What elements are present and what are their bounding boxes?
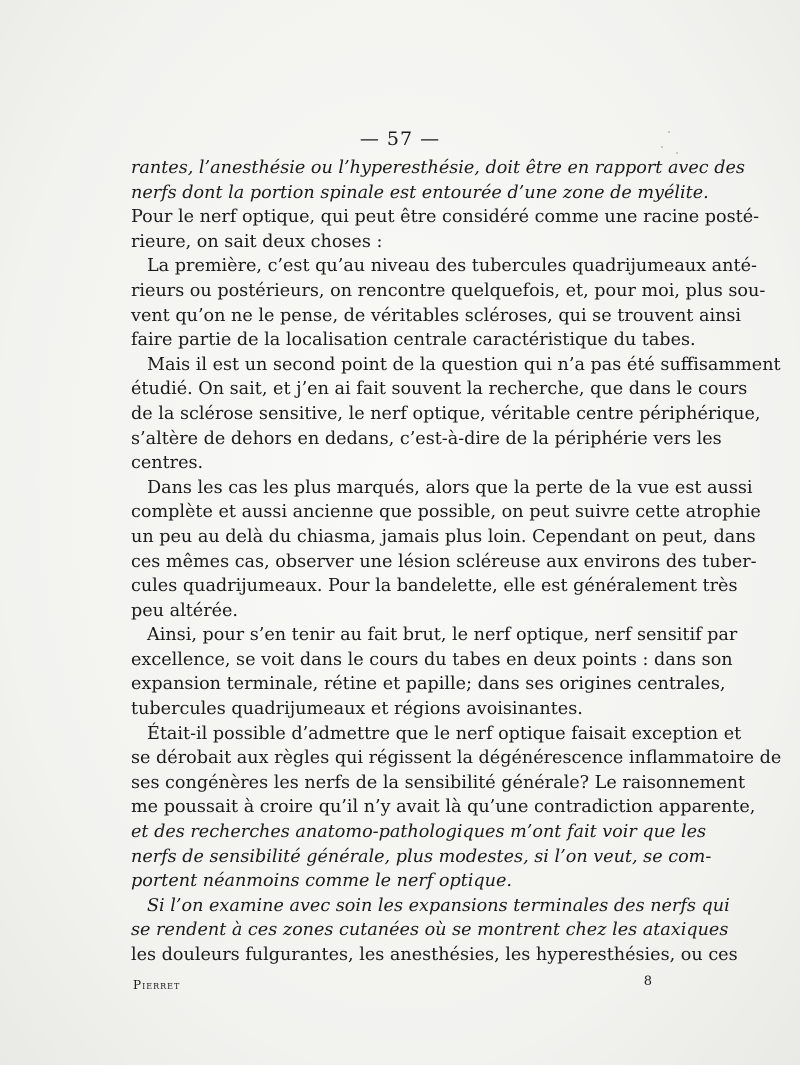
text-line: expansion terminale, rétine et papille; dans ses origines centrales, [131, 674, 726, 695]
page-number: — 57 — [359, 128, 441, 150]
text-line: Dans les cas les plus marqués, alors que la perte de la vue est aussi [147, 477, 753, 498]
text-line: Était-il possible d’admettre que le nerf optique faisait exception et [147, 723, 742, 744]
paper-speck [676, 152, 678, 154]
text-line: se rendent à ces zones cutanées où se montrent chez les ataxiques [131, 920, 729, 941]
text-line: et des recherches anatomo-pathologiques m’ont fait voir que les [131, 822, 707, 843]
text-line: de la sclérose sensitive, le nerf optique, véritable centre périphérique, [131, 403, 761, 424]
text-line: étudié. On sait, et j’en ai fait souvent la recherche, que dans le cours [131, 379, 748, 400]
text-line: nerfs dont la portion spinale est entourée d’une zone de myélite. [131, 182, 709, 203]
text-line: nerfs de sensibilité générale, plus modestes, si l’on veut, se com- [131, 846, 712, 867]
text-line: les douleurs fulgurantes, les anesthésies, les hyperesthésies, ou ces [131, 945, 738, 965]
text-line: rieurs ou postérieurs, on rencontre quelquefois, et, pour moi, plus sou- [131, 280, 766, 301]
text-line: portent néanmoins comme le nerf optique. [131, 871, 513, 892]
text-line: s’altère de dehors en dedans, c’est-à-dire de la périphérie vers les [131, 428, 722, 449]
text-line: un peu au delà du chiasma, jamais plus loin. Cependant on peut, dans [131, 526, 756, 547]
text-line: excellence, se voit dans le cours du tabes en deux points : dans son [131, 649, 733, 670]
text-line: centres. [131, 453, 204, 474]
signature-mark: Pierret [133, 978, 181, 992]
text-line: Pour le nerf optique, qui peut être considéré comme une racine posté- [131, 207, 760, 228]
text-line: ces mêmes cas, observer une lésion scléreuse aux environs des tuber- [131, 551, 757, 572]
text-line: complète et aussi ancienne que possible, on peut suivre cette atrophie [131, 502, 761, 523]
text-line: rantes, l’anesthésie ou l’hyperesthésie, doit être en rapport avec des [131, 158, 745, 178]
text-line: faire partie de la localisation centrale caractéristique du tabes. [131, 330, 696, 351]
text-line: vent qu’on ne le pense, de véritables scléroses, qui se trouvent ainsi [131, 305, 742, 326]
text-line: se dérobait aux règles qui régissent la dégénérescence inflammatoire de [131, 748, 782, 769]
text-line: Si l’on examine avec soin les expansions terminales des nerfs qui [147, 895, 730, 916]
text-line: rieure, on sait deux choses : [131, 231, 383, 252]
body-text [131, 156, 782, 968]
sheet-number: 8 [643, 974, 653, 989]
text-line: me poussait à croire qu’il n’y avait là qu’une contradiction apparente, [131, 797, 756, 818]
text-line: Ainsi, pour s’en tenir au fait brut, le nerf optique, nerf sensitif par [147, 625, 738, 646]
text-line: cules quadrijumeaux. Pour la bandelette, elle est généralement très [131, 576, 738, 597]
text-line: tubercules quadrijumeaux et régions avoisinantes. [131, 699, 583, 720]
text-line: Mais il est un second point de la question qui n’a pas été suffisamment [147, 354, 781, 375]
text-line: peu altérée. [131, 600, 239, 621]
text-line: ses congénères les nerfs de la sensibilité générale? Le raisonnement [131, 772, 746, 793]
text-line: La première, c’est qu’au niveau des tubercules quadrijumeaux anté- [147, 256, 757, 277]
